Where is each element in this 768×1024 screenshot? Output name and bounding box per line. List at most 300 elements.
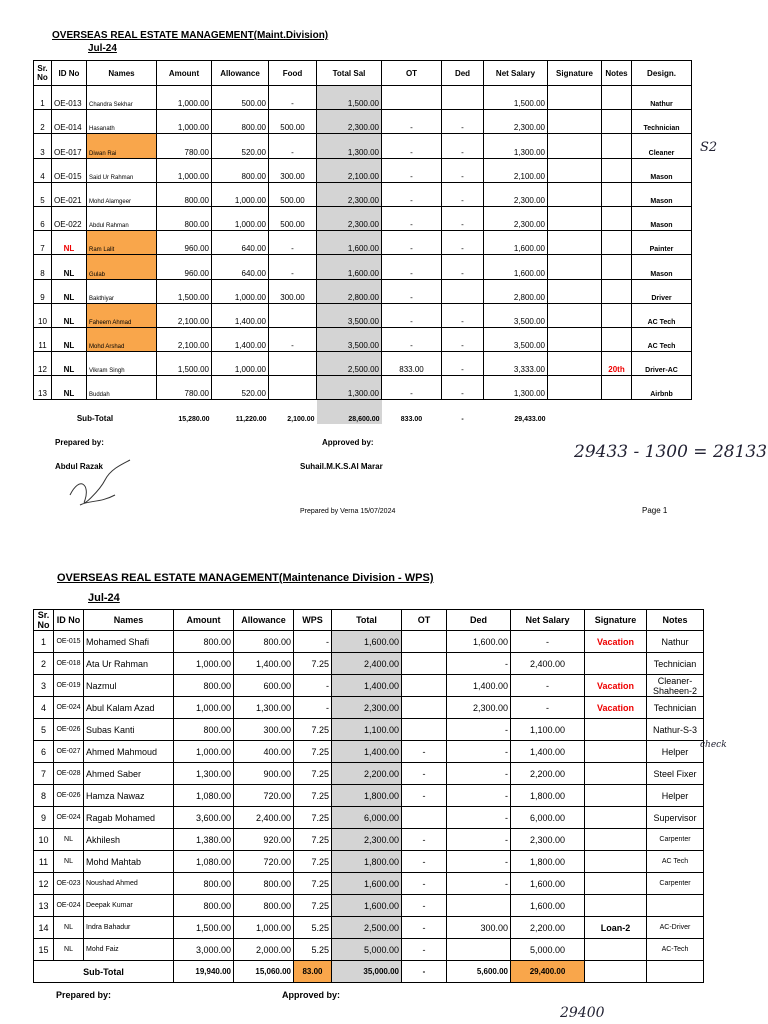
allowance-cell: 720.00 [234,785,294,807]
net-cell: - [511,631,585,653]
total-cell: 5,000.00 [332,939,402,961]
subtotal-net: 29,433.00 [484,400,548,424]
id-cell: OE-026 [54,785,84,807]
sheet2-approved-label: Approved by: [282,990,341,1000]
notes-cell: 20th [602,352,632,376]
name-cell: Chandra Sekhar [87,86,157,110]
sr-cell: 11 [34,327,52,351]
net-cell: 2,100.00 [484,158,548,182]
food-cell: - [269,231,317,255]
header-cell: ID No [52,61,87,86]
ded-cell: - [442,327,484,351]
subtotal-row [34,961,704,983]
food-cell: - [269,86,317,110]
table-row [34,807,704,829]
subtotal-label: Sub-Total [34,961,174,983]
id-cell: OE-014 [52,110,87,134]
subtotal-total: 28,600.00 [317,400,382,424]
wps-cell: 7.25 [294,785,332,807]
header-cell: Ded [442,61,484,86]
net-cell: - [511,697,585,719]
ded-cell: - [447,763,511,785]
allowance-cell: 600.00 [234,675,294,697]
ot-cell: 833.00 [382,352,442,376]
table-row [34,134,692,158]
sr-cell: 13 [34,895,54,917]
net-cell: 1,600.00 [511,895,585,917]
sheet1-approved-label: Approved by: [322,438,374,447]
net-cell: 3,500.00 [484,303,548,327]
amount-cell: 800.00 [174,631,234,653]
notes-cell [647,895,704,917]
table-row [34,352,692,376]
name-cell: Ahmed Mahmoud [84,741,174,763]
subtotal-ded: 5,600.00 [447,961,511,983]
design-cell: Airbnb [632,376,692,400]
sig-cell [548,327,602,351]
header-cell: OT [382,61,442,86]
notes-cell: Technician [647,697,704,719]
allowance-cell: 920.00 [234,829,294,851]
wps-cell: 7.25 [294,829,332,851]
header-cell: WPS [294,610,332,631]
table-row [34,719,704,741]
amount-cell: 800.00 [157,182,212,206]
sheet2-prepared-label: Prepared by: [56,990,112,1000]
total-cell: 2,300.00 [317,182,382,206]
total-cell: 1,300.00 [317,134,382,158]
ded-cell: - [447,741,511,763]
name-cell: Indra Bahadur [84,917,174,939]
food-cell [269,376,317,400]
total-cell: 2,100.00 [317,158,382,182]
id-cell: OE-022 [52,206,87,230]
table-row [34,829,704,851]
notes-cell: Helper [647,785,704,807]
net-cell: 3,500.00 [484,327,548,351]
name-cell: Mohd Arshad [87,327,157,351]
ded-cell: - [447,653,511,675]
name-cell: Mohd Faiz [84,939,174,961]
amount-cell: 800.00 [174,895,234,917]
ot-cell: - [402,763,447,785]
handwritten-s2: S2 [700,140,718,155]
amount-cell: 1,380.00 [174,829,234,851]
ded-cell: - [447,785,511,807]
allowance-cell: 1,300.00 [234,697,294,719]
sig-cell [548,158,602,182]
total-cell: 1,400.00 [332,741,402,763]
name-cell: Bakthiyar [87,279,157,303]
subtotal-row [34,400,692,424]
net-cell: 5,000.00 [511,939,585,961]
sig-cell: Vacation [585,675,647,697]
ded-cell: - [442,352,484,376]
net-cell: 6,000.00 [511,807,585,829]
name-cell: Hasanath [87,110,157,134]
ded-cell: 300.00 [447,917,511,939]
design-cell: Technician [632,110,692,134]
ot-cell: - [402,785,447,807]
sig-cell [548,255,602,279]
food-cell: 500.00 [269,110,317,134]
signature-scribble [60,455,140,515]
sheet2-table [33,609,704,983]
sig-cell [548,303,602,327]
sig-cell [548,206,602,230]
ot-cell: - [382,158,442,182]
notes-cell: Nathur [647,631,704,653]
design-cell: Cleaner [632,134,692,158]
sr-cell: 10 [34,303,52,327]
table-row [34,327,692,351]
sr-cell: 12 [34,873,54,895]
ot-cell: - [402,741,447,763]
ot-cell [402,675,447,697]
header-cell: Names [87,61,157,86]
table-row [34,182,692,206]
sr-cell: 13 [34,376,52,400]
total-cell: 2,300.00 [332,829,402,851]
amount-cell: 1,000.00 [157,86,212,110]
subtotal-amount: 19,940.00 [174,961,234,983]
sig-cell [585,829,647,851]
allowance-cell: 1,000.00 [212,206,269,230]
notes-cell: Supervisor [647,807,704,829]
allowance-cell: 1,400.00 [212,303,269,327]
sig-cell [585,719,647,741]
total-cell: 2,200.00 [332,763,402,785]
food-cell: - [269,134,317,158]
sheet2-month: Jul-24 [88,592,120,604]
sig-cell: Vacation [585,631,647,653]
name-cell: Abdul Rahman [87,206,157,230]
handwritten-calc: 29433 - 1300 = 28133 [574,442,768,462]
header-cell: Notes [602,61,632,86]
table-row [34,206,692,230]
empty-cell [548,400,602,424]
id-cell: NL [54,939,84,961]
sr-cell: 4 [34,697,54,719]
wps-cell: 5.25 [294,939,332,961]
sr-cell: 5 [34,182,52,206]
sr-cell: 9 [34,279,52,303]
sig-cell [585,895,647,917]
notes-cell [602,134,632,158]
net-cell: 1,800.00 [511,851,585,873]
notes-cell [602,255,632,279]
header-cell: Design. [632,61,692,86]
ot-cell: - [382,182,442,206]
sig-cell [585,851,647,873]
sr-cell: 3 [34,134,52,158]
allowance-cell: 2,000.00 [234,939,294,961]
wps-cell: 7.25 [294,741,332,763]
table-row [34,939,704,961]
notes-cell [602,231,632,255]
sig-cell [585,785,647,807]
sig-cell [585,763,647,785]
design-cell: Mason [632,158,692,182]
amount-cell: 800.00 [157,206,212,230]
header-cell: Ded [447,610,511,631]
name-cell: Subas Kanti [84,719,174,741]
design-cell: Mason [632,182,692,206]
total-cell: 1,600.00 [332,631,402,653]
ded-cell: - [447,873,511,895]
total-cell: 3,500.00 [317,327,382,351]
food-cell: 500.00 [269,182,317,206]
id-cell: OE-015 [52,158,87,182]
amount-cell: 780.00 [157,134,212,158]
sr-cell: 9 [34,807,54,829]
ded-cell: 1,600.00 [447,631,511,653]
id-cell: NL [52,376,87,400]
total-cell: 6,000.00 [332,807,402,829]
notes-cell: Cleaner-Shaheen-2 [647,675,704,697]
sr-cell: 6 [34,741,54,763]
total-cell: 2,300.00 [317,206,382,230]
total-cell: 2,300.00 [317,110,382,134]
net-cell: 2,800.00 [484,279,548,303]
ded-cell [442,279,484,303]
notes-cell [602,158,632,182]
design-cell: Painter [632,231,692,255]
ot-cell: - [402,939,447,961]
sig-cell [548,134,602,158]
notes-cell: Helper [647,741,704,763]
subtotal-wps: 83.00 [294,961,332,983]
notes-cell [602,110,632,134]
sr-cell: 8 [34,255,52,279]
amount-cell: 1,500.00 [157,352,212,376]
ot-cell: - [402,917,447,939]
net-cell: 1,800.00 [511,785,585,807]
name-cell: Gulab [87,255,157,279]
net-cell: 2,300.00 [484,182,548,206]
id-cell: OE-026 [54,719,84,741]
ot-cell [402,807,447,829]
amount-cell: 1,500.00 [174,917,234,939]
ded-cell: - [442,110,484,134]
table-row [34,631,704,653]
sr-cell: 7 [34,231,52,255]
amount-cell: 800.00 [174,873,234,895]
header-cell: Amount [174,610,234,631]
wps-cell: - [294,631,332,653]
total-cell: 1,600.00 [332,895,402,917]
table-row [34,741,704,763]
name-cell: Said Ur Rahman [87,158,157,182]
wps-cell: 7.25 [294,719,332,741]
design-cell: Nathur [632,86,692,110]
amount-cell: 800.00 [174,675,234,697]
id-cell: OE-028 [54,763,84,785]
subtotal-ot: 833.00 [382,400,442,424]
table-row [34,376,692,400]
name-cell: Akhilesh [84,829,174,851]
subtotal-label: Sub-Total [76,413,114,423]
empty-cell [647,961,704,983]
ot-cell [382,86,442,110]
allowance-cell: 300.00 [234,719,294,741]
ot-cell: - [402,829,447,851]
ot-cell: - [382,231,442,255]
table-row [34,303,692,327]
ot-cell: - [382,327,442,351]
net-cell: 1,500.00 [484,86,548,110]
table-row [34,917,704,939]
allowance-cell: 1,000.00 [212,352,269,376]
id-cell: NL [52,303,87,327]
wps-cell: 7.25 [294,763,332,785]
design-cell: Driver-AC [632,352,692,376]
subtotal-net: 29,400.00 [511,961,585,983]
ot-cell [402,653,447,675]
header-cell: Total Sal [317,61,382,86]
header-cell: OT [402,610,447,631]
amount-cell: 960.00 [157,255,212,279]
total-cell: 1,300.00 [317,376,382,400]
sr-cell: 7 [34,763,54,785]
name-cell: Ata Ur Rahman [84,653,174,675]
food-cell: 300.00 [269,279,317,303]
header-cell: Amount [157,61,212,86]
ot-cell: - [402,895,447,917]
name-cell: Hamza Nawaz [84,785,174,807]
ded-cell: - [442,158,484,182]
allowance-cell: 1,000.00 [212,279,269,303]
sheet1-page: Page 1 [642,506,668,515]
allowance-cell: 400.00 [234,741,294,763]
id-cell: NL [52,352,87,376]
header-cell: Food [269,61,317,86]
notes-cell [602,327,632,351]
net-cell: 2,300.00 [511,829,585,851]
id-cell: OE-017 [52,134,87,158]
table-row [34,763,704,785]
header-cell: Allowance [234,610,294,631]
sr-cell: 14 [34,917,54,939]
wps-cell: - [294,697,332,719]
allowance-cell: 2,400.00 [234,807,294,829]
header-cell: Allowance [212,61,269,86]
allowance-cell: 900.00 [234,763,294,785]
sig-cell [585,653,647,675]
ot-cell: - [382,134,442,158]
amount-cell: 1,000.00 [157,158,212,182]
total-cell: 1,500.00 [317,86,382,110]
ded-cell: - [442,376,484,400]
id-cell: NL [52,279,87,303]
sheet1-title: OVERSEAS REAL ESTATE MANAGEMENT(Maint.Division) [52,30,329,41]
sr-cell: 1 [34,631,54,653]
table-row [34,873,704,895]
total-cell: 2,800.00 [317,279,382,303]
ded-cell: - [442,182,484,206]
subtotal-food: 2,100.00 [269,400,317,424]
empty-cell [585,961,647,983]
allowance-cell: 800.00 [234,895,294,917]
total-cell: 2,500.00 [332,917,402,939]
amount-cell: 1,500.00 [157,279,212,303]
ot-cell: - [402,851,447,873]
amount-cell: 3,600.00 [174,807,234,829]
id-cell: OE-019 [54,675,84,697]
allowance-cell: 1,000.00 [212,182,269,206]
net-cell: 2,300.00 [484,206,548,230]
sig-cell: Vacation [585,697,647,719]
allowance-cell: 640.00 [212,255,269,279]
id-cell: NL [54,851,84,873]
name-cell: Noushad Ahmed [84,873,174,895]
food-cell: 500.00 [269,206,317,230]
design-cell: Mason [632,255,692,279]
ded-cell: - [447,851,511,873]
sr-cell: 3 [34,675,54,697]
allowance-cell: 1,400.00 [234,653,294,675]
amount-cell: 2,100.00 [157,327,212,351]
sr-cell: 2 [34,653,54,675]
table-row [34,697,704,719]
net-cell: - [511,675,585,697]
sr-cell: 10 [34,829,54,851]
id-cell: OE-024 [54,697,84,719]
ot-cell [402,719,447,741]
sr-cell: 11 [34,851,54,873]
sig-cell [548,110,602,134]
table-row [34,895,704,917]
ot-cell: - [382,279,442,303]
net-cell: 1,300.00 [484,376,548,400]
table-row [34,785,704,807]
wps-cell: 7.25 [294,851,332,873]
table-row [34,86,692,110]
header-cell: Names [84,610,174,631]
sig-cell [548,231,602,255]
table-row [34,653,704,675]
sr-cell: 1 [34,86,52,110]
food-cell: 300.00 [269,158,317,182]
net-cell: 3,333.00 [484,352,548,376]
ot-cell: - [382,110,442,134]
table-row [34,110,692,134]
handwritten-check: check [700,740,727,750]
net-cell: 2,200.00 [511,763,585,785]
header-cell: Signature [585,610,647,631]
food-cell [269,352,317,376]
amount-cell: 1,300.00 [174,763,234,785]
sheet1-prepared-label: Prepared by: [55,438,104,447]
id-cell: OE-024 [54,895,84,917]
design-cell: Driver [632,279,692,303]
id-cell: OE-024 [54,807,84,829]
id-cell: NL [54,917,84,939]
notes-cell: Carpenter [647,829,704,851]
ded-cell: - [442,255,484,279]
design-cell: AC Tech [632,327,692,351]
notes-cell: Technician [647,653,704,675]
ded-cell: 1,400.00 [447,675,511,697]
allowance-cell: 520.00 [212,376,269,400]
subtotal-allowance: 15,060.00 [234,961,294,983]
notes-cell [602,279,632,303]
sig-cell [548,86,602,110]
net-cell: 1,300.00 [484,134,548,158]
food-cell [269,303,317,327]
subtotal-ot: - [402,961,447,983]
food-cell: - [269,327,317,351]
